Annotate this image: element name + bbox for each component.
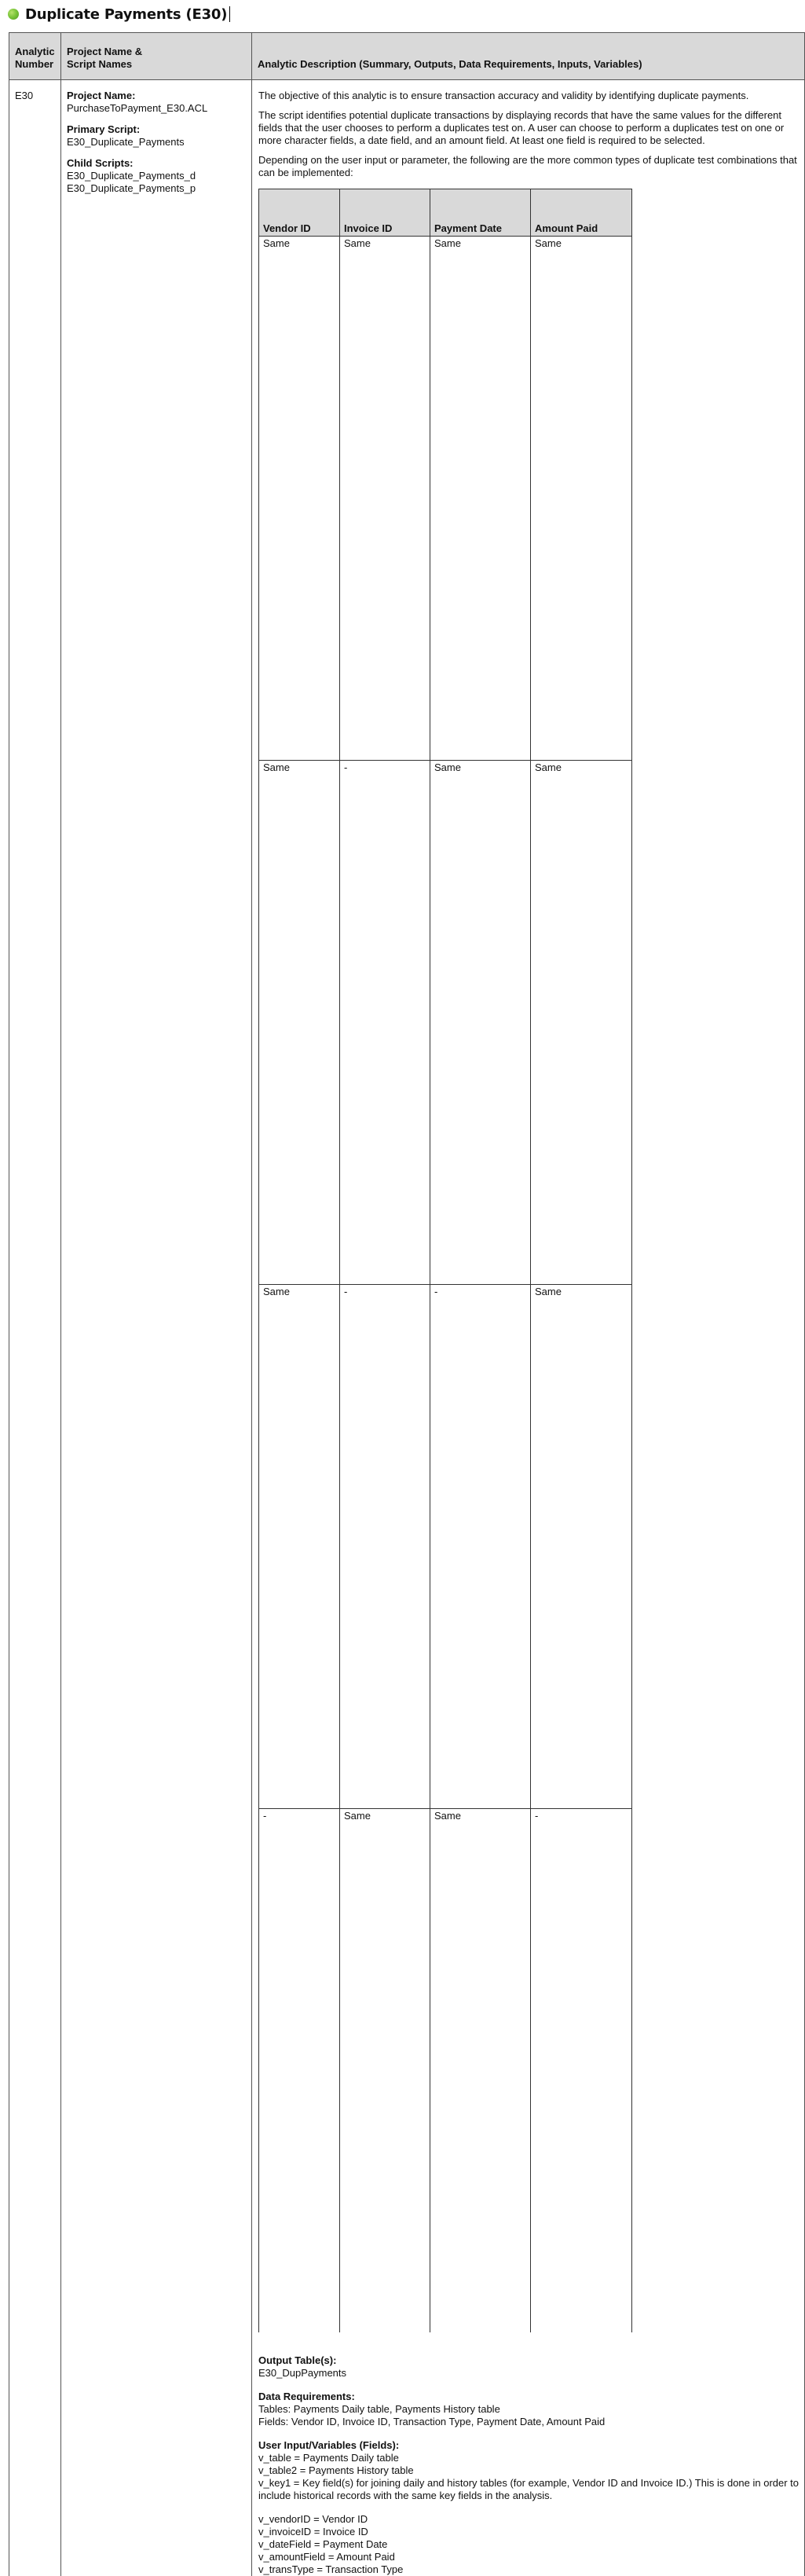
child-scripts-label: Child Scripts: — [67, 157, 247, 170]
combos-cell: Same — [531, 1285, 632, 1809]
header-row — [9, 33, 805, 80]
analytic-row — [9, 80, 805, 2576]
header-description-text: Analytic Description (Summary, Outputs, Data Requirements, Inputs, Variables) — [252, 53, 804, 79]
child-script-item: E30_Duplicate_Payments_d — [67, 170, 247, 182]
primary-script-label: Primary Script: — [67, 123, 247, 136]
primary-script-value: E30_Duplicate_Payments — [67, 136, 247, 149]
header-project-script — [61, 33, 252, 80]
data-requirements-tables: Tables: Payments Daily table, Payments History table — [258, 2403, 800, 2416]
combos-header-invoice-id: Invoice ID — [340, 189, 430, 237]
combos-cell: - — [531, 1809, 632, 2333]
combos-cell: - — [340, 1285, 430, 1809]
combos-cell: Same — [430, 761, 531, 1285]
variable-line: v_transType = Transaction Type — [258, 2563, 800, 2576]
variables-section — [258, 2513, 800, 2576]
combos-row — [259, 761, 632, 1285]
user-input-line: v_key1 = Key field(s) for joining daily and history tables (for example, Vendor ID and Invoice ID.) This is done in order to include historical records with the same key fields in the analysis. — [258, 2477, 800, 2502]
data-requirements-section — [258, 2391, 800, 2428]
objective-paragraph: The objective of this analytic is to ensure transaction accuracy and validity by identifying duplicate payments. — [258, 90, 800, 102]
variable-line: v_invoiceID = Invoice ID — [258, 2526, 800, 2538]
user-input-section — [258, 2439, 800, 2502]
combos-cell: Same — [430, 1809, 531, 2333]
section-heading — [8, 3, 230, 25]
combos-cell: Same — [259, 237, 340, 761]
combos-cell: - — [259, 1809, 340, 2333]
heading-title: Duplicate Payments (E30) — [25, 6, 227, 23]
duplicate-combinations-table — [258, 189, 632, 2332]
user-input-line: v_table2 = Payments History table — [258, 2464, 800, 2477]
combos-row — [259, 237, 632, 761]
variable-line: v_amountField = Amount Paid — [258, 2551, 800, 2563]
header-analytic-number-line2: Number — [15, 58, 56, 71]
combos-cell: Same — [531, 237, 632, 761]
combos-cell: - — [340, 761, 430, 1285]
combos-header-vendor-id: Vendor ID — [259, 189, 340, 237]
output-value: E30_DupPayments — [258, 2367, 800, 2380]
output-section — [258, 2354, 800, 2380]
cell-description — [252, 80, 805, 2576]
header-description — [252, 33, 805, 80]
combos-row — [259, 1285, 632, 1809]
project-name-value: PurchaseToPayment_E30.ACL — [67, 102, 247, 115]
data-requirements-label: Data Requirements: — [258, 2391, 800, 2403]
header-analytic-number-line1: Analytic — [15, 46, 56, 58]
identifies-paragraph: The script identifies potential duplicate transactions by displaying records that have the same values for the different fields that the user chooses to perform a duplicates test on. A user can choose to perform a duplicates test on one or more character fields, a date field, and an amount field. At least one field is required to be selected. — [258, 109, 800, 147]
combos-cell: Same — [430, 237, 531, 761]
combos-header-payment-date: Payment Date — [430, 189, 531, 237]
combos-cell: Same — [259, 1285, 340, 1809]
header-project-script-line2: Script Names — [67, 58, 247, 71]
green-bullet-icon — [8, 9, 19, 20]
analytic-number: E30 — [9, 80, 60, 102]
combos-header-row — [259, 189, 632, 237]
cell-analytic-number — [9, 80, 61, 2576]
user-input-line: v_table = Payments Daily table — [258, 2452, 800, 2464]
combos-cell: Same — [531, 761, 632, 1285]
cell-project-scripts — [61, 80, 252, 2576]
user-input-label: User Input/Variables (Fields): — [258, 2439, 800, 2452]
combos-header-amount-paid: Amount Paid — [531, 189, 632, 237]
header-analytic-number — [9, 33, 61, 80]
variable-line: v_dateField = Payment Date — [258, 2538, 800, 2551]
project-name-label: Project Name: — [67, 90, 247, 102]
child-script-item: E30_Duplicate_Payments_p — [67, 182, 247, 195]
variable-line: v_vendorID = Vendor ID — [258, 2513, 800, 2526]
combos-cell: Same — [340, 237, 430, 761]
combos-cell: - — [430, 1285, 531, 1809]
combinations-intro: Depending on the user input or parameter, the following are the more common types of duplicate test combinations that can be implemented: — [258, 154, 800, 179]
combos-cell: Same — [340, 1809, 430, 2333]
analytic-table — [9, 32, 805, 2576]
document-page — [0, 0, 804, 604]
header-project-script-line1: Project Name & — [67, 46, 247, 58]
combos-row — [259, 1809, 632, 2333]
output-label: Output Table(s): — [258, 2354, 800, 2367]
data-requirements-fields: Fields: Vendor ID, Invoice ID, Transaction Type, Payment Date, Amount Paid — [258, 2416, 800, 2428]
combos-cell: Same — [259, 761, 340, 1285]
text-cursor — [229, 6, 230, 22]
